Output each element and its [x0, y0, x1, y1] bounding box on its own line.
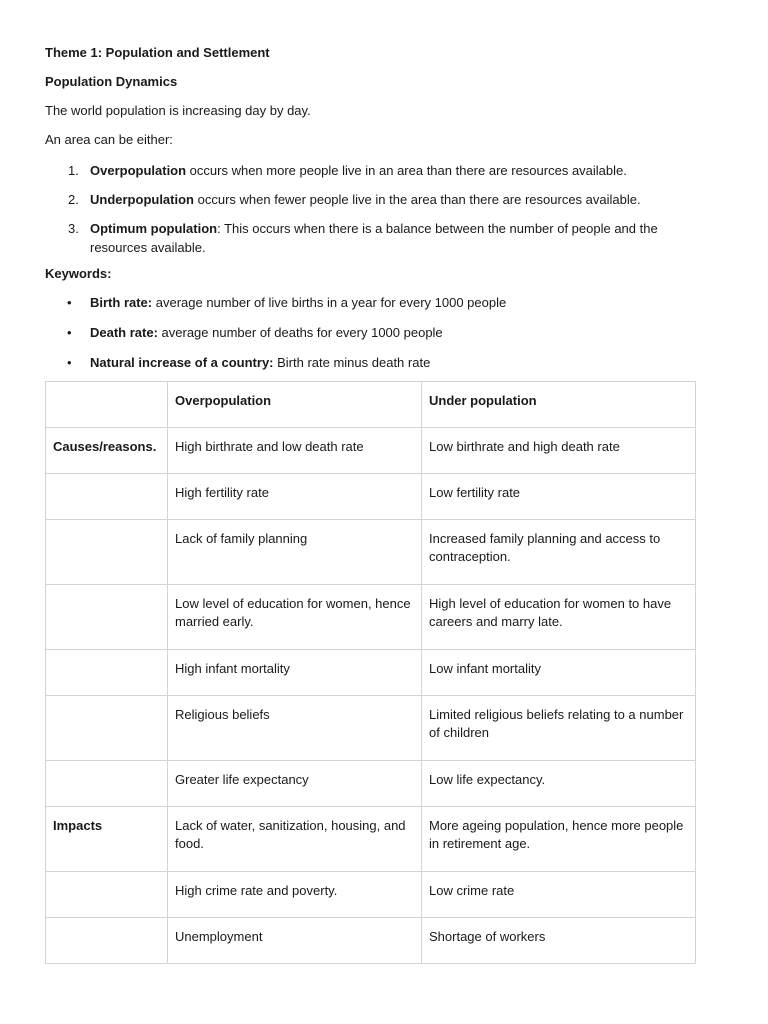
table-cell: Low level of education for women, hence married early.: [168, 585, 422, 650]
table-row: [46, 428, 696, 474]
row-label-cell: [46, 650, 168, 696]
list-term: Optimum population: [90, 221, 218, 236]
table-row: [46, 918, 696, 964]
table-cell: Greater life expectancy: [168, 761, 422, 807]
population-types-list: [45, 161, 695, 257]
list-number: 3.: [68, 221, 79, 236]
list-number: 2.: [68, 192, 79, 207]
lead-in-paragraph: An area can be either:: [45, 132, 173, 147]
row-label-cell: [46, 520, 168, 585]
keyword-term: Death rate:: [90, 325, 158, 340]
section-heading: Population Dynamics: [45, 74, 178, 89]
table-cell: High crime rate and poverty.: [168, 872, 422, 918]
keyword-term: Birth rate:: [90, 295, 153, 310]
keyword-definition: Birth rate minus death rate: [273, 355, 431, 370]
table-cell: Lack of family planning: [168, 520, 422, 585]
keyword-definition: average number of live births in a year for every 1000 people: [152, 295, 507, 310]
table-header-row: [46, 382, 696, 428]
header-cell-underpopulation: Under population: [422, 382, 696, 428]
row-label-cell: [46, 474, 168, 520]
table-cell: Unemployment: [168, 918, 422, 964]
table-row: [46, 474, 696, 520]
list-term: Overpopulation: [90, 163, 187, 178]
table-cell: High infant mortality: [168, 650, 422, 696]
table-cell: More ageing population, hence more people in retirement age.: [422, 807, 696, 872]
keyword-definition: average number of deaths for every 1000 people: [157, 325, 443, 340]
list-item: [68, 161, 695, 180]
table-cell: Low fertility rate: [422, 474, 696, 520]
keyword-term: Natural increase of a country:: [90, 355, 274, 370]
comparison-table: [45, 381, 696, 964]
table-row: [46, 807, 696, 872]
table-cell: Low crime rate: [422, 872, 696, 918]
table-cell: High fertility rate: [168, 474, 422, 520]
list-item: [67, 295, 695, 311]
list-text: : This occurs when there is a balance between the number of people and the resources available.: [90, 221, 658, 255]
table-cell: Low life expectancy.: [422, 761, 696, 807]
row-label-cell: [46, 872, 168, 918]
table-cell: Lack of water, sanitization, housing, and food.: [168, 807, 422, 872]
list-item: [67, 355, 695, 371]
table-cell: Limited religious beliefs relating to a number of children: [422, 696, 696, 761]
table-row: [46, 761, 696, 807]
list-item: [67, 325, 695, 341]
list-text: occurs when more people live in an area than there are resources available.: [186, 163, 627, 178]
row-label-cell: [46, 585, 168, 650]
table-row: [46, 520, 696, 585]
bullet-icon: •: [67, 355, 72, 370]
row-label-cell: Causes/reasons.: [46, 428, 168, 474]
table-cell: Increased family planning and access to contraception.: [422, 520, 696, 585]
list-number: 1.: [68, 163, 79, 178]
header-cell-empty: [46, 382, 168, 428]
row-label-cell: [46, 761, 168, 807]
table-cell: Low birthrate and high death rate: [422, 428, 696, 474]
list-item: [68, 190, 695, 209]
header-cell-overpopulation: Overpopulation: [168, 382, 422, 428]
table-row: [46, 650, 696, 696]
bullet-icon: •: [67, 325, 72, 340]
table-cell: Religious beliefs: [168, 696, 422, 761]
table-row: [46, 585, 696, 650]
keywords-heading: Keywords:: [45, 266, 112, 281]
intro-paragraph: The world population is increasing day by day.: [45, 103, 311, 118]
row-label-cell: Impacts: [46, 807, 168, 872]
list-term: Underpopulation: [90, 192, 194, 207]
row-label-cell: [46, 696, 168, 761]
table-cell: High level of education for women to have careers and marry late.: [422, 585, 696, 650]
list-item: [68, 219, 695, 257]
document-page: [45, 45, 695, 964]
table-row: [46, 696, 696, 761]
row-label-cell: [46, 918, 168, 964]
keywords-list: [45, 295, 695, 371]
table-row: [46, 872, 696, 918]
table-cell: Low infant mortality: [422, 650, 696, 696]
table-cell: Shortage of workers: [422, 918, 696, 964]
bullet-icon: •: [67, 295, 72, 310]
document-title: Theme 1: Population and Settlement: [45, 45, 270, 60]
table-cell: High birthrate and low death rate: [168, 428, 422, 474]
list-text: occurs when fewer people live in the area than there are resources available.: [194, 192, 641, 207]
